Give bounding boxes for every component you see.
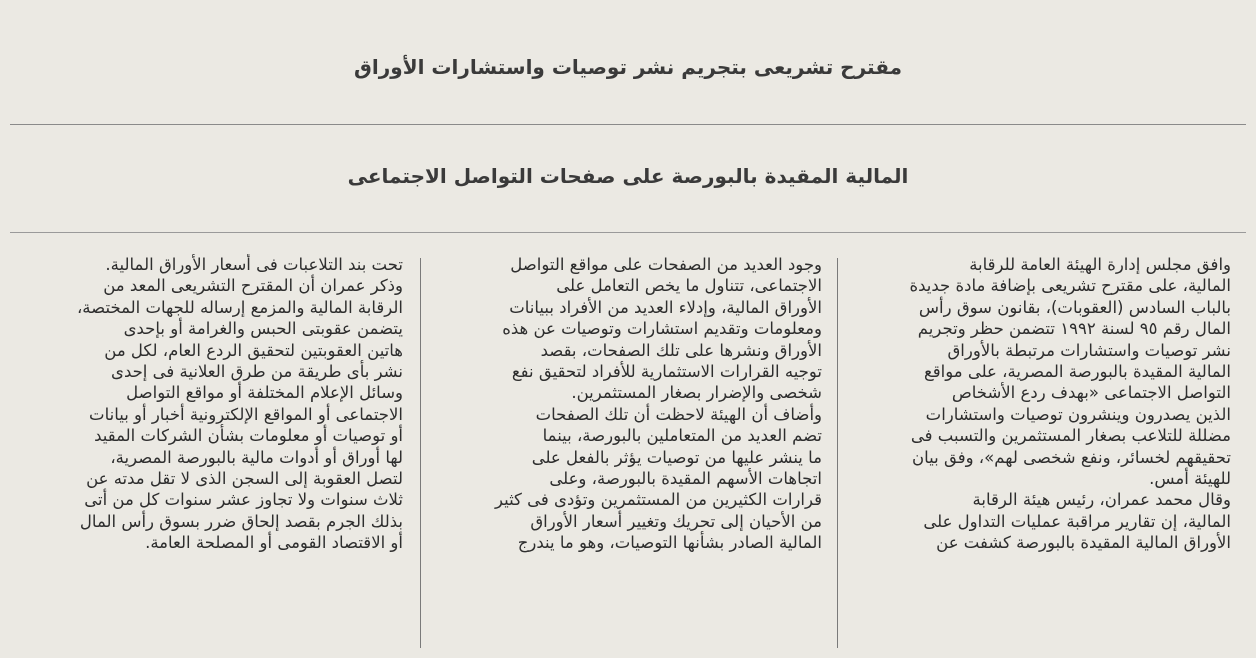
- article-text-line: الأوراق ونشرها على تلك الصفحات، بقصد: [540, 340, 822, 360]
- article-text-line: لها أوراق أو أدوات مالية بالبورصة المصرية،: [110, 447, 403, 467]
- article-text-line: تحت بند التلاعبات فى أسعار الأوراق المالية.: [105, 255, 403, 274]
- article-column-left: [26, 254, 403, 652]
- article-column-middle: [434, 254, 822, 652]
- article-text-line: وأضاف أن الهيئة لاحظت أن تلك الصفحات: [535, 404, 822, 424]
- article-text-line: نشر توصيات واستشارات مرتبطة بالأوراق: [947, 340, 1231, 360]
- article-text-line: أو الاقتصاد القومى أو المصلحة العامة.: [145, 533, 403, 553]
- article-text-line: من الأحيان إلى تحريك وتغيير أسعار الأوراق: [530, 511, 822, 531]
- article-text-line: وافق مجلس إدارة الهيئة العامة للرقابة: [969, 255, 1231, 274]
- article-text-line: الاجتماعى، تتناول ما يخص التعامل على: [556, 276, 822, 296]
- article-text-line: قرارات الكثيرين من المستثمرين وتؤدى فى كثير: [495, 490, 822, 510]
- article-text-line: اتجاهات الأسهم المقيدة بالبورصة، وعلى: [549, 469, 822, 489]
- article-text-line: الأوراق المالية، وإدلاء العديد من الأفراد ببيانات: [509, 297, 822, 317]
- article-text-line: الرقابة المالية والمزمع إرساله للجهات المختصة،: [76, 297, 403, 317]
- article-text-line: المالية، على مقترح تشريعى بإضافة مادة جديدة: [909, 276, 1231, 296]
- article-column-right: [851, 254, 1231, 652]
- article-text-line: تضم العديد من المتعاملين بالبورصة، بينما: [542, 426, 822, 446]
- article-text-line: المالية المقيدة بالبورصة المصرية، على مواقع: [923, 362, 1231, 382]
- headline-line-2: المالية المقيدة بالبورصة على صفحات التواصل الاجتماعى: [347, 164, 909, 188]
- article-text-line: المال رقم ٩٥ لسنة ١٩٩٢ تتضمن حظر وتجريم: [917, 319, 1231, 339]
- article-text-line: وجود العديد من الصفحات على مواقع التواصل: [510, 255, 822, 274]
- article-text-line: بذلك الجرم بقصد إلحاق ضرر بسوق رأس المال: [79, 511, 403, 531]
- article-text-line: المالية الصادر بشأنها التوصيات، وهو ما يندرج: [517, 533, 822, 553]
- article-text-line: لتصل العقوبة إلى السجن الذى لا تقل مدته عن: [86, 469, 403, 489]
- headline-divider: [10, 124, 1246, 125]
- headline-line-1: مقترح تشريعى بتجريم نشر توصيات واستشارات الأوراق: [354, 55, 902, 79]
- article-text-line: الاجتماعى أو المواقع الإلكترونية أخبار أو بيانات: [89, 404, 403, 424]
- article-text-line: الذين يصدرون وينشرون توصيات واستشارات: [925, 404, 1231, 424]
- article-text-line: المالية، إن تقارير مراقبة عمليات التداول على: [923, 511, 1231, 531]
- article-text-line: ما ينشر عليها من توصيات يؤثر بالفعل على: [531, 447, 822, 467]
- article-text-line: وسائل الإعلام المختلفة أو مواقع التواصل: [126, 383, 403, 403]
- column-divider: [837, 258, 838, 648]
- article-text-line: وقال محمد عمران، رئيس هيئة الرقابة: [972, 490, 1231, 510]
- article-text-line: ثلاث سنوات ولا تجاوز عشر سنوات كل من أتى: [84, 490, 403, 510]
- article-text-line: يتضمن عقوبتى الحبس والغرامة أو بإحدى: [123, 319, 403, 339]
- article-text-line: نشر بأى طريقة من طرق العلانية فى إحدى: [111, 362, 403, 382]
- article-text-line: بالباب السادس (العقوبات)، بقانون سوق رأس: [918, 297, 1231, 317]
- article-text-line: شخصى والإضرار بصغار المستثمرين.: [571, 383, 822, 403]
- article-text-line: الأوراق المالية المقيدة بالبورصة كشفت عن: [936, 533, 1231, 553]
- article-text-line: هاتين العقوبتين لتحقيق الردع العام، لكل من: [104, 340, 403, 360]
- headline-bottom-rule: [10, 232, 1246, 233]
- column-divider: [420, 258, 421, 648]
- article-text-line: وذكر عمران أن المقترح التشريعى المعد من: [103, 276, 403, 296]
- article-text-line: ومعلومات وتقديم استشارات وتوصيات عن هذه: [502, 319, 822, 339]
- article-text-line: تحقيقهم لخسائر، ونفع شخصى لهم»، وفق بيان: [911, 447, 1231, 467]
- article-text-line: توجيه القرارات الاستثمارية للأفراد لتحقيق نفع: [511, 362, 822, 382]
- article-text-line: مضللة للتلاعب بصغار المستثمرين والتسبب فى: [910, 426, 1231, 446]
- article-text-line: للهيئة أمس.: [1149, 469, 1231, 489]
- article-text-line: التواصل الاجتماعى «بهدف ردع الأشخاص: [951, 383, 1231, 403]
- article-text-line: أو توصيات أو معلومات بشأن الشركات المقيد: [94, 426, 403, 446]
